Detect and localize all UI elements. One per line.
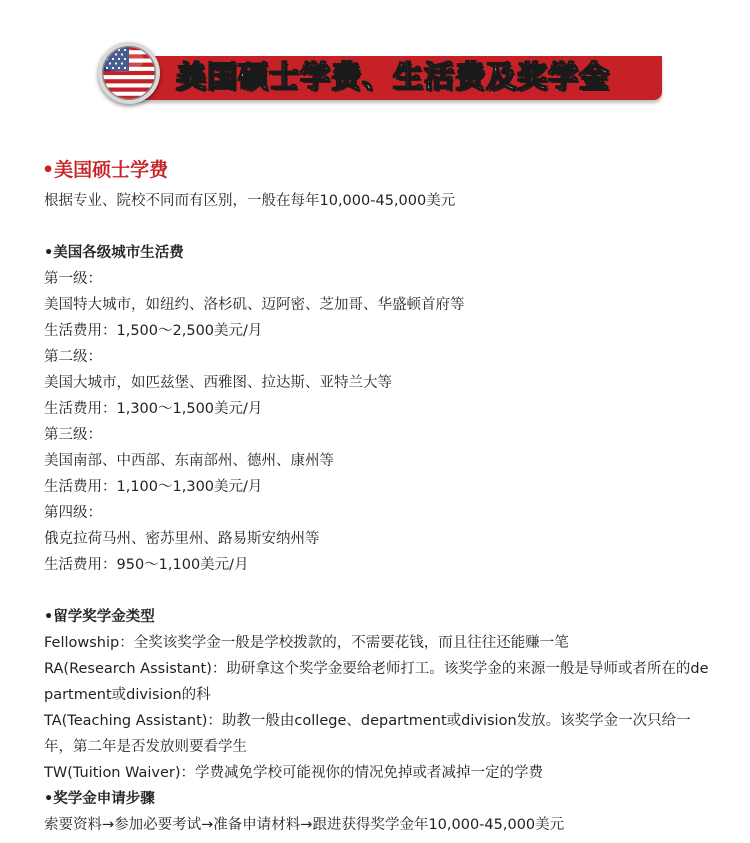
tuition-text: 根据专业、院校不同而有区别，一般在每年10,000-45,000美元 <box>44 193 456 209</box>
scholarship-heading: •留学奖学金类型 <box>44 609 155 625</box>
tier-4-cities: 俄克拉荷马州、密苏里州、路易斯安纳州等 <box>44 531 320 547</box>
tuition-heading: •美国硕士学费 <box>42 159 169 181</box>
tier-3-cities: 美国南部、中西部、东南部州、德州、康州等 <box>44 453 334 469</box>
tier-3-cost: 生活费用：1,100～1,300美元/月 <box>44 479 263 495</box>
tier-1-level: 第一级： <box>44 271 102 287</box>
tier-4-level: 第四级： <box>44 505 102 521</box>
header-banner <box>98 42 664 106</box>
spacer <box>44 214 714 240</box>
tier-3-level: 第三级： <box>44 427 102 443</box>
tier-1-cities: 美国特大城市，如纽约、洛杉矶、迈阿密、芝加哥、华盛顿首府等 <box>44 297 465 313</box>
application-steps: 索要资料→参加必要考试→准备申请材料→跟进获得奖学金年10,000-45,000美元 <box>44 817 565 833</box>
tier-2-level: 第二级： <box>44 349 102 365</box>
page-title: 美国硕士学费、生活费及奖学金 <box>176 60 610 95</box>
main-content <box>44 156 714 838</box>
scholarship-fellowship: Fellowship：全奖该奖学金一般是学校拨款的，不需要花钱，而且往往还能赚一笔 <box>44 635 569 651</box>
application-heading: •奖学金申请步骤 <box>44 791 155 807</box>
usa-flag-graphic <box>102 46 156 100</box>
spacer <box>44 578 714 604</box>
tier-1-cost: 生活费用：1,500～2,500美元/月 <box>44 323 263 339</box>
living-cost-heading: •美国各级城市生活费 <box>44 245 184 261</box>
usa-flag-icon <box>98 42 160 104</box>
tier-4-cost: 生活费用：950～1,100美元/月 <box>44 557 249 573</box>
scholarship-ta: TA(Teaching Assistant)：助教一般由college、department或division发放。该奖学金一次只给一年，第二年是否发放则要看学生 <box>44 713 691 755</box>
scholarship-tw: TW(Tuition Waiver)：学费减免学校可能视你的情况免掉或者减掉一定的学费 <box>44 765 544 781</box>
tier-2-cost: 生活费用：1,300～1,500美元/月 <box>44 401 263 417</box>
tier-2-cities: 美国大城市，如匹兹堡、西雅图、拉达斯、亚特兰大等 <box>44 375 392 391</box>
scholarship-ra: RA(Research Assistant)：助研拿这个奖学金要给老师打工。该奖学金的来源一般是导师或者所在的department或division的科 <box>44 661 709 703</box>
